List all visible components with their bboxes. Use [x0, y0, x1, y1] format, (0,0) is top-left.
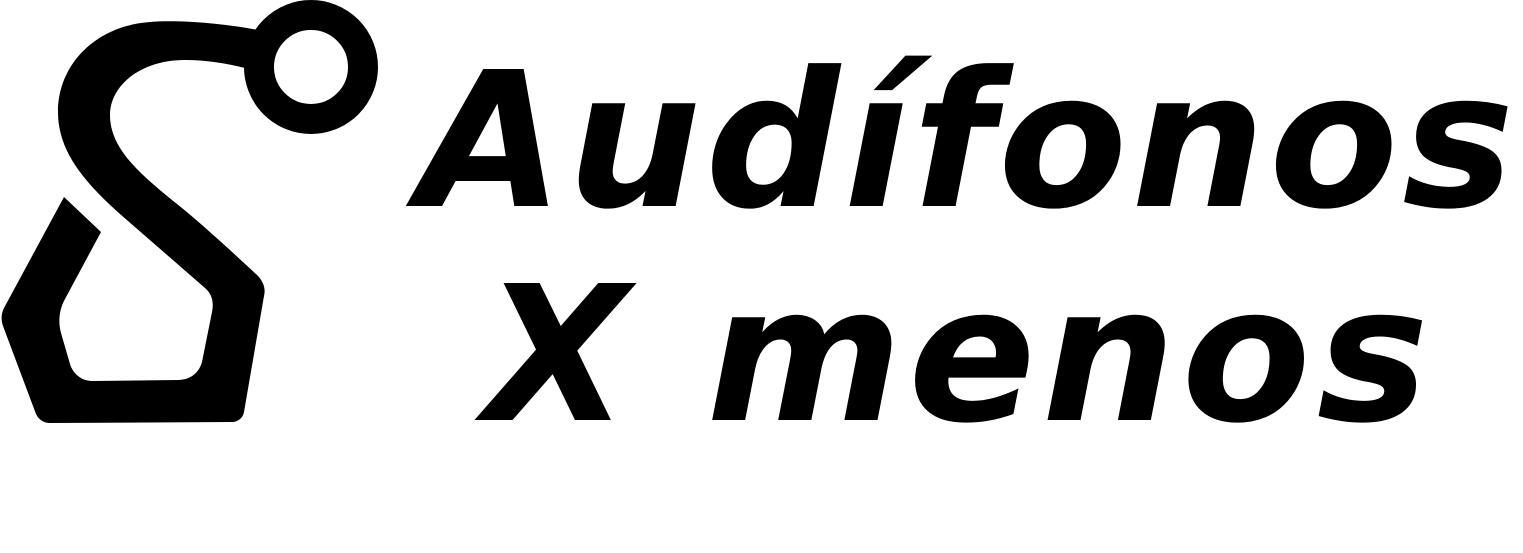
brand-name-line-2: X menos — [484, 246, 1435, 465]
hearing-aid-icon — [0, 0, 400, 553]
hearing-aid-ring — [259, 15, 363, 119]
brand-name-line-1: Audífonos — [418, 32, 1519, 251]
hearing-aid-tube — [2, 21, 265, 423]
